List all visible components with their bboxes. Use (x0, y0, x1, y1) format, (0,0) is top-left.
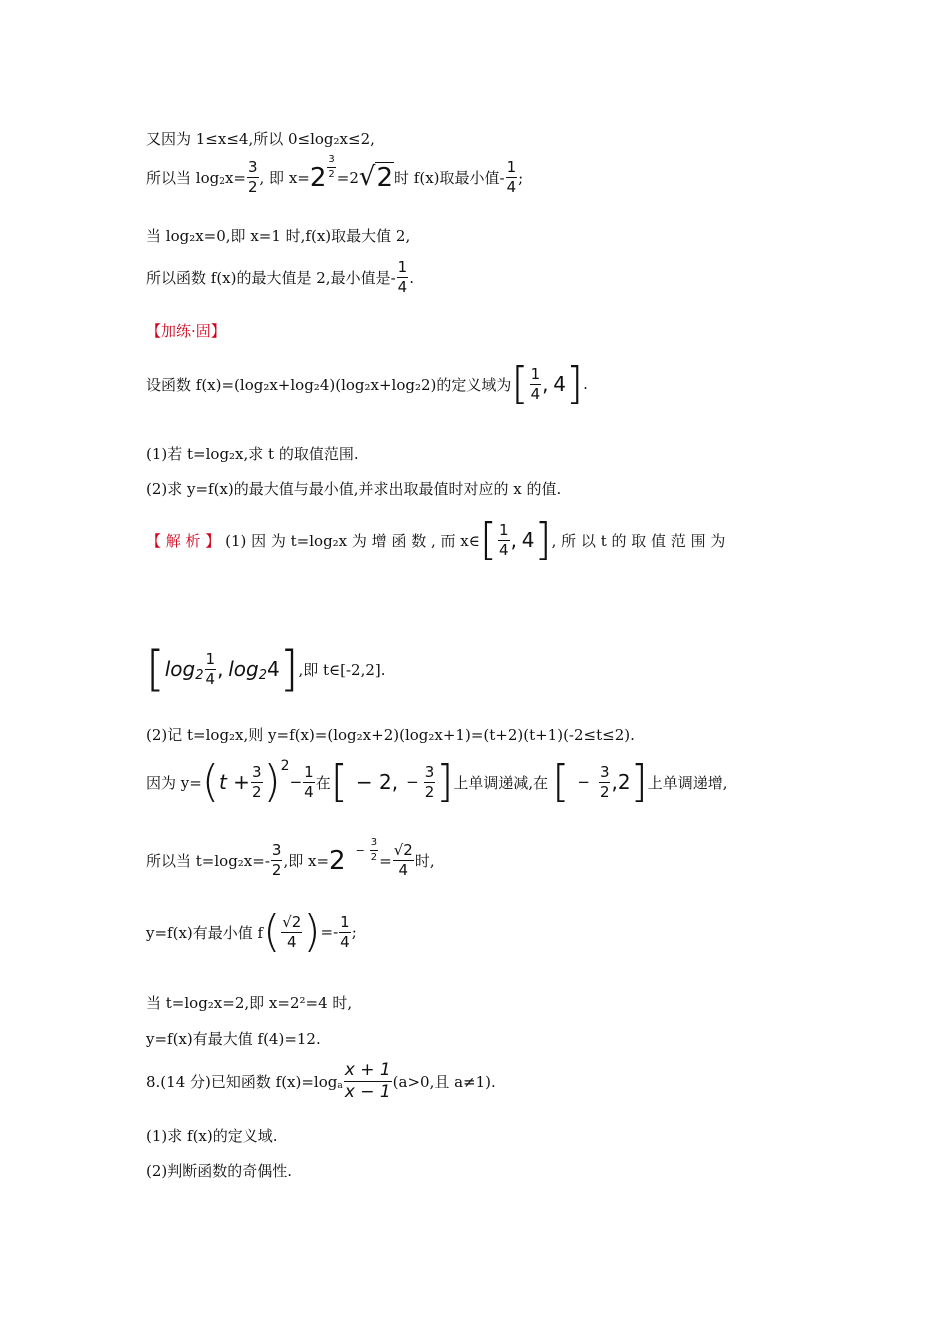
exponent: 2 (280, 758, 290, 774)
text: 当 log₂x=0,即 x=1 时,f(x)取最大值 2, (146, 227, 411, 245)
comma: , (217, 657, 224, 681)
minus: − (406, 773, 419, 791)
fraction: $\frac{3}{2}$ (424, 762, 435, 801)
comma: , (611, 770, 618, 794)
comma: , (510, 528, 517, 552)
text: ; (518, 168, 524, 187)
fraction: $\frac{3}{2}$ (247, 158, 258, 196)
text: (1)求 f(x)的定义域. (146, 1127, 278, 1145)
right-bracket: ] (436, 756, 454, 807)
text: 8.(14 分)已知函数 f(x)=log (146, 1073, 338, 1091)
fraction: $\frac{√2}{4}$ (282, 912, 302, 951)
text: (a>0,且 a≠1). (392, 1073, 496, 1091)
fraction: $\frac{3}{2}$ (251, 762, 262, 801)
text: . (409, 268, 414, 287)
text: 所以函数 f(x)的最大值是 2,最小值是- (146, 269, 396, 287)
math-text: − 2, (355, 770, 399, 794)
left-bracket: [ (511, 358, 529, 409)
left-bracket: [ (552, 756, 570, 807)
comma: , (542, 372, 549, 396)
right-bracket: ] (534, 514, 552, 565)
left-paren: ( (263, 906, 281, 957)
fraction: $\frac{1}{4}$ (205, 649, 216, 688)
right-paren: ) (303, 906, 321, 957)
text: 当 t=log₂x=2,即 x=2²=4 时, (146, 994, 353, 1012)
text-line (146, 514, 806, 565)
text: 上单调递减,在 (453, 773, 549, 792)
text: ; (351, 923, 357, 941)
fraction: $\frac{3}{2}$ (599, 762, 610, 801)
text: ,即 t∈[-2,2]. (298, 660, 386, 679)
left-bracket: [ (146, 641, 165, 697)
left-paren: ( (201, 756, 219, 807)
text-line (146, 992, 352, 1013)
text: , 即 x= (259, 169, 310, 187)
log-text: log (228, 657, 259, 681)
text: (1) 因 为 t=log₂x 为 增 函 数 , 而 x∈ (225, 531, 480, 550)
number: 2 (617, 770, 631, 794)
fraction: $\frac{1}{4}$ (506, 158, 517, 196)
fraction: $\frac{1}{4}$ (530, 364, 541, 403)
subscript: a (337, 1080, 343, 1091)
heading-text: 【加练·固】 (146, 322, 226, 340)
text-line (146, 641, 386, 697)
text-line (146, 756, 728, 807)
left-bracket: [ (479, 514, 498, 565)
right-paren: ) (263, 756, 281, 807)
sqrt: √ 2 (358, 162, 394, 193)
text: 上单调递增, (647, 773, 728, 792)
text: y=f(x)有最小值 f (146, 923, 264, 942)
text-line (146, 906, 357, 957)
minus: − (355, 844, 365, 857)
equals: = (379, 851, 392, 870)
text: , 所 以 t 的 取 值 范 围 为 (551, 531, 726, 550)
text: y=f(x)有最大值 f(4)=12. (146, 1030, 321, 1048)
fraction: $\frac{√2}{4}$ (393, 841, 413, 879)
power-base: 2 (329, 845, 346, 876)
text-line (146, 1062, 496, 1101)
minus: − (289, 773, 303, 791)
subscript: 2 (219, 176, 225, 187)
minus: − (577, 773, 590, 791)
fraction: $\frac{x + 1}{x - 1}$ (344, 1060, 391, 1102)
fraction: $\frac{1}{4}$ (397, 258, 408, 296)
text: 设函数 f(x)=(log₂x+log₂4)(log₂x+log₂2)的定义域为 (146, 375, 512, 394)
exponent-fraction: $\frac{3}{2}$ (328, 154, 335, 180)
right-bracket: ] (279, 641, 299, 697)
text: (2)求 y=f(x)的最大值与最小值,并求出取最值时对应的 x 的值. (146, 480, 562, 498)
analysis-tag: 【 解 析 】 (146, 531, 221, 550)
text: . (583, 375, 588, 393)
text: 因为 y= (146, 773, 202, 792)
text: =2 (336, 168, 359, 187)
text-line (146, 1160, 292, 1181)
text: 在 (315, 773, 331, 792)
right-bracket: ] (565, 358, 584, 409)
fraction: $\frac{1}{4}$ (340, 912, 350, 951)
fraction: $\frac{1}{4}$ (304, 762, 314, 801)
right-bracket: ] (630, 756, 648, 807)
text: (1)若 t=log₂x,求 t 的取值范围. (146, 445, 359, 463)
left-bracket: [ (330, 756, 348, 807)
text-line (146, 260, 414, 295)
text: 所以当 log (146, 169, 220, 187)
text-line (146, 1028, 321, 1049)
log-text: log (164, 657, 196, 681)
number: 4 (553, 372, 566, 396)
text-line (146, 128, 375, 149)
number: 4 (521, 528, 535, 552)
math-text: t + (218, 770, 250, 794)
text-line (146, 837, 435, 879)
text: ,即 x= (283, 852, 330, 870)
text-line (146, 154, 524, 196)
exponent-fraction: $\frac{3}{2}$ (370, 837, 378, 863)
power-base: 2 (309, 162, 327, 193)
text-line (146, 724, 635, 745)
fraction: $\frac{3}{2}$ (271, 841, 282, 879)
text-line (146, 358, 588, 409)
subscript: 2 (195, 667, 204, 683)
section-heading (146, 320, 226, 341)
text-line (146, 443, 359, 464)
text: 时 f(x)取最小值- (394, 169, 505, 187)
subscript: 2 (258, 667, 267, 683)
text-line (146, 1125, 278, 1146)
text: 所以当 t=log₂x=- (146, 852, 270, 870)
text: 又因为 1≤x≤4,所以 0≤log₂x≤2, (146, 130, 375, 148)
text: 时, (414, 852, 435, 870)
number: 4 (266, 657, 280, 681)
text-line (146, 225, 410, 246)
text: x= (224, 168, 246, 187)
text: (2)判断函数的奇偶性. (146, 1162, 293, 1180)
text-line (146, 478, 561, 499)
text: (2)记 t=log₂x,则 y=f(x)=(log₂x+2)(log₂x+1)=(t+2)(t+1)(-2≤t≤2). (146, 726, 635, 744)
fraction: $\frac{1}{4}$ (499, 520, 509, 559)
text: =- (320, 923, 339, 941)
